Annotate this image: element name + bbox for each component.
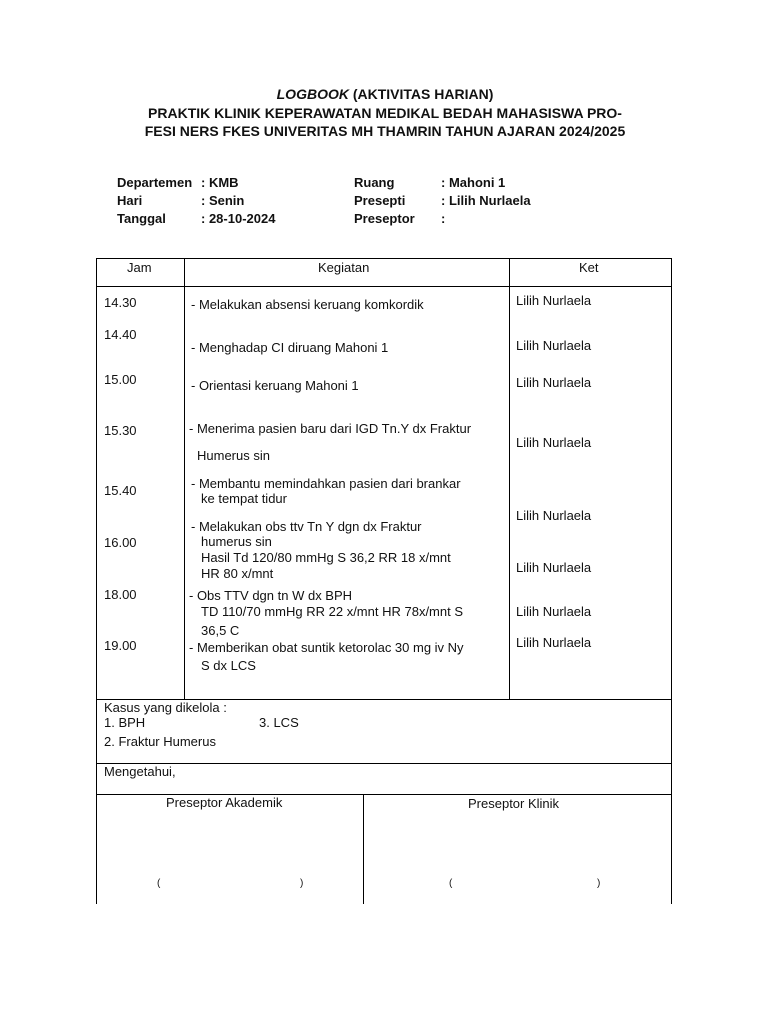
column-header-kegiatan: Kegiatan [318, 260, 370, 275]
logbook-title [80, 86, 690, 102]
ket-cell: Lilih Nurlaela [516, 375, 592, 390]
activity-line: - Orientasi keruang Mahoni 1 [191, 378, 359, 393]
departemen-label: Departemen [117, 175, 193, 190]
ket-cell: Lilih Nurlaela [516, 604, 592, 619]
kasus-label: Kasus yang dikelola : [104, 700, 227, 715]
logbook-title-italic: LOGBOOK [276, 86, 349, 102]
time-cell: 15.40 [104, 483, 137, 498]
column-header-ket: Ket [579, 260, 599, 275]
mengetahui-label: Mengetahui, [104, 764, 176, 779]
kasus-bottom-border [96, 763, 672, 764]
activity-line: - Membantu memindahkan pasien dari brankar [191, 476, 461, 491]
ruang-value: : Mahoni 1 [441, 175, 506, 190]
jam-column-divider [184, 258, 185, 699]
time-cell: 15.00 [104, 372, 137, 387]
kasus-item-2: 2. Fraktur Humerus [104, 734, 216, 749]
presepti-label: Presepti [354, 193, 406, 208]
time-cell: 14.40 [104, 327, 137, 342]
table-left-border [96, 258, 97, 904]
activity-line: Humerus sin [197, 448, 270, 463]
tanggal-value: : 28-10-2024 [201, 211, 276, 226]
table-top-border [96, 258, 672, 259]
activity-line: - Menghadap CI diruang Mahoni 1 [191, 340, 389, 355]
ket-cell: Lilih Nurlaela [516, 435, 592, 450]
activity-line: - Memberikan obat suntik ketorolac 30 mg iv Ny [189, 640, 464, 655]
klinik-name-open-paren: ( [449, 878, 453, 889]
time-cell: 19.00 [104, 638, 137, 653]
table-header-border [96, 286, 672, 287]
hari-value: : Senin [201, 193, 245, 208]
activity-line: - Menerima pasien baru dari IGD Tn.Y dx Fraktur [189, 421, 472, 436]
ket-cell: Lilih Nurlaela [516, 293, 592, 308]
logbook-title-rest: (AKTIVITAS HARIAN) [348, 86, 494, 102]
activity-line: ke tempat tidur [201, 491, 287, 506]
ruang-label: Ruang [354, 175, 395, 190]
ket-cell: Lilih Nurlaela [516, 560, 592, 575]
title-line-3: FESI NERS FKES UNIVERITAS MH THAMRIN TAHUN AJARAN 2024/2025 [144, 123, 626, 139]
hari-label: Hari [117, 193, 143, 208]
preseptor-label: Preseptor [354, 211, 415, 226]
preseptor-akademik-label: Preseptor Akademik [166, 795, 283, 810]
preseptor-value: : [441, 211, 446, 226]
ket-cell: Lilih Nurlaela [516, 338, 592, 353]
ket-cell: Lilih Nurlaela [516, 635, 592, 650]
time-cell: 16.00 [104, 535, 137, 550]
activity-line: TD 110/70 mmHg RR 22 x/mnt HR 78x/mnt S [201, 604, 464, 619]
signature-divider [363, 794, 364, 904]
akademik-name-close-paren: ) [300, 878, 304, 889]
time-cell: 15.30 [104, 423, 137, 438]
presepti-value: : Lilih Nurlaela [441, 193, 531, 208]
activity-line: 36,5 C [201, 623, 240, 638]
activity-line: Hasil Td 120/80 mmHg S 36,2 RR 18 x/mnt [201, 550, 451, 565]
klinik-name-close-paren: ) [597, 878, 601, 889]
activity-line: - Melakukan obs ttv Tn Y dgn dx Fraktur [191, 519, 422, 534]
tanggal-label: Tanggal [117, 211, 166, 226]
activity-line: humerus sin [201, 534, 272, 549]
activity-line: S dx LCS [201, 658, 256, 673]
activity-line: - Melakukan absensi keruang komkordik [191, 297, 424, 312]
preseptor-klinik-label: Preseptor Klinik [468, 796, 560, 811]
title-line-2: PRAKTIK KLINIK KEPERAWATAN MEDIKAL BEDAH MAHASISWA PRO- [148, 105, 622, 121]
ket-cell: Lilih Nurlaela [516, 508, 592, 523]
activity-line: - Obs TTV dgn tn W dx BPH [189, 588, 353, 603]
activity-line: HR 80 x/mnt [201, 566, 274, 581]
kasus-item-3: 3. LCS [259, 715, 299, 730]
time-cell: 14.30 [104, 295, 137, 310]
ket-column-divider [509, 258, 510, 699]
table-right-border [671, 258, 672, 904]
kasus-item-1: 1. BPH [104, 715, 146, 730]
time-cell: 18.00 [104, 587, 137, 602]
column-header-jam: Jam [127, 260, 152, 275]
akademik-name-open-paren: ( [157, 878, 161, 889]
departemen-value: : KMB [201, 175, 239, 190]
